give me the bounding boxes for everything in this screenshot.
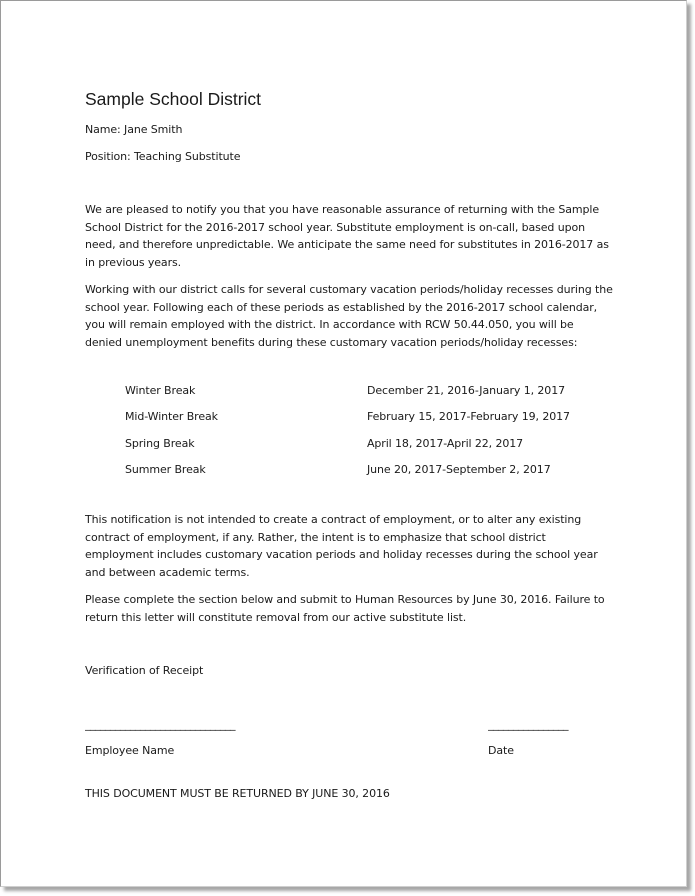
submission-instructions-paragraph: Please complete the section below and submit to Human Resources by June 30, 2016. Failure to return this letter will constitute removal from our active substitute list. [85,593,605,624]
employee-name-label: Employee Name [85,744,175,757]
district-title: Sample School District [85,89,262,109]
break-dates: February 15, 2017-February 19, 2017 [367,410,570,424]
break-dates: June 20, 2017-September 2, 2017 [367,463,551,477]
table-row [125,457,605,484]
table-row [125,404,605,431]
verification-heading: Verification of Receipt [85,664,204,677]
return-deadline-notice: THIS DOCUMENT MUST BE RETURNED BY JUNE 30, 2016 [85,787,390,800]
break-dates: December 21, 2016-January 1, 2017 [367,383,565,397]
break-name: Spring Break [125,436,195,450]
break-name: Winter Break [125,383,196,397]
vacation-periods-table [125,377,605,483]
table-row [125,377,605,404]
notification-disclaimer-paragraph: This notification is not intended to create a contract of employment, or to alter any existing contract of employment, if any. Rather, the intent is to emphasize that school district employment includes customary vacation periods and holiday recesses during the school year and between academic terms. [85,513,598,579]
position-line: Position: Teaching Substitute [85,150,241,163]
date-label: Date [488,744,514,757]
break-dates: April 18, 2017-April 22, 2017 [367,436,524,450]
vacation-periods-paragraph: Working with our district calls for several customary vacation periods/holiday recesses during the school year. Following each of these periods as established by the 2016-2017 school calendar, you will remain employed with the district. In accordance with RCW 50.44.050, you will be denied unemployment benefits during these customary vacation periods/holiday recesses: [85,283,613,349]
employee-name-line: Name: Jane Smith [85,123,183,136]
date-signature-line: ________________ [488,718,568,731]
break-name: Summer Break [125,463,206,477]
employee-signature-line: ______________________________ [85,718,235,731]
break-name: Mid-Winter Break [125,410,218,424]
assurance-paragraph: We are pleased to notify you that you have reasonable assurance of returning with the Sample School District for the 2016-2017 school year. Substitute employment is on-call, based upon need, and therefore unpredictable. We anticipate the same need for substitutes in 2016-2017 as in previous years. [85,203,609,269]
table-row [125,430,605,457]
